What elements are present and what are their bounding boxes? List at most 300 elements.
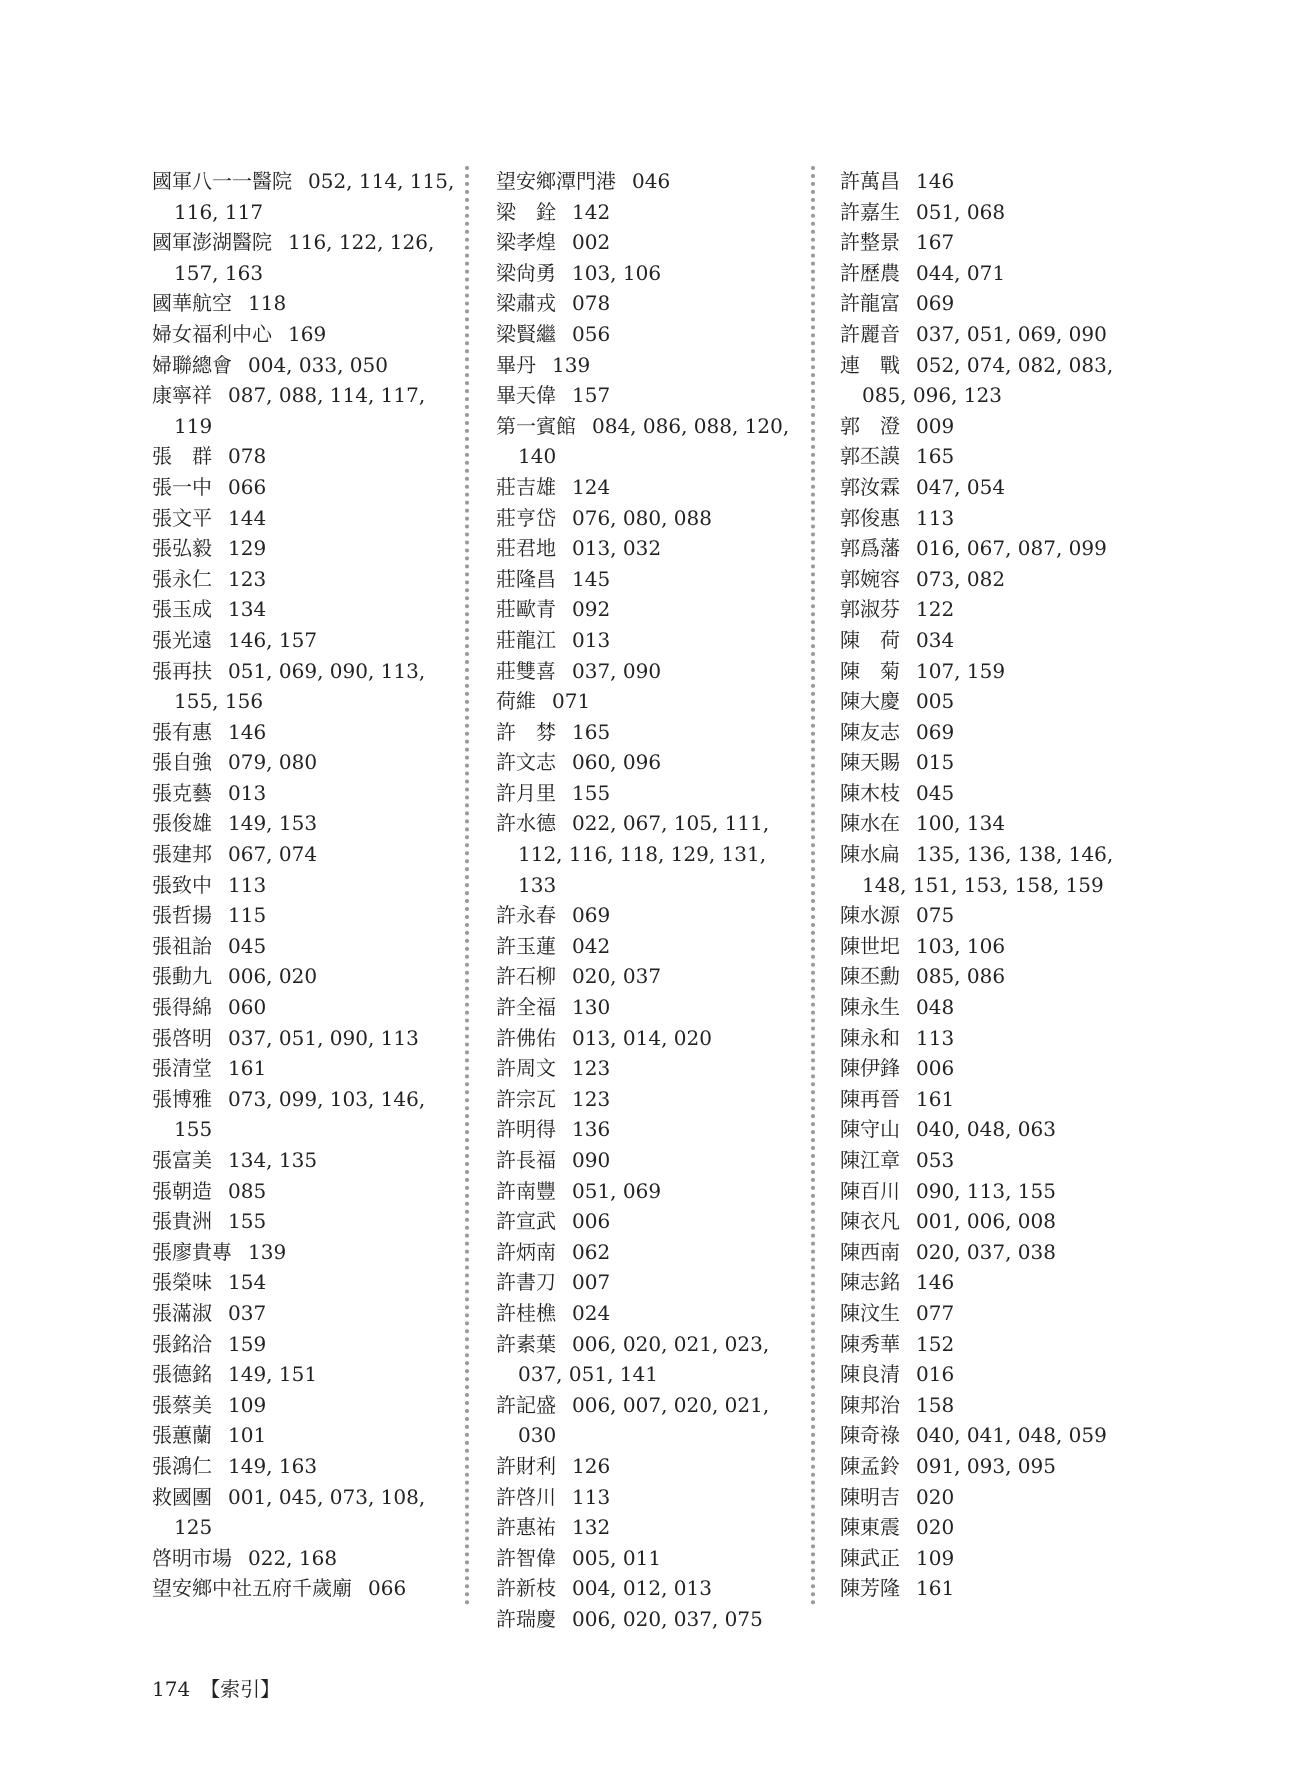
entry-term: 陳西南	[840, 1239, 900, 1264]
index-entry	[840, 258, 1150, 289]
entry-term: 莊雙喜	[496, 658, 556, 683]
entry-term: 許智偉	[496, 1545, 556, 1570]
index-entry	[840, 1420, 1150, 1451]
entry-term: 張文平	[152, 505, 212, 530]
entry-term: 啓明市場	[152, 1545, 232, 1570]
entry-pages: 113	[916, 505, 955, 530]
index-entry	[496, 656, 806, 687]
entry-term: 國軍澎湖醫院	[152, 230, 272, 255]
entry-term: 陳永生	[840, 995, 900, 1020]
entry-pages: 015	[916, 750, 955, 775]
index-entry	[152, 227, 462, 288]
index-entry	[496, 288, 806, 319]
entry-pages: 060, 096	[572, 750, 662, 775]
entry-term: 望安鄉中社五府千歲廟	[152, 1576, 352, 1601]
entry-pages: 051, 069, 090, 113, 155, 156	[174, 658, 426, 714]
page-footer	[152, 1673, 280, 1702]
entry-pages: 001, 006, 008	[916, 1209, 1056, 1234]
index-entry	[840, 747, 1150, 778]
entry-pages: 169	[288, 321, 327, 346]
entry-pages: 157	[572, 383, 611, 408]
entry-term: 許整景	[840, 230, 900, 255]
entry-term: 張光遠	[152, 627, 212, 652]
entry-pages: 129	[228, 536, 267, 561]
entry-pages: 149, 163	[228, 1453, 318, 1478]
entry-term: 梁孝煌	[496, 230, 556, 255]
entry-pages: 009	[916, 413, 955, 438]
entry-term: 婦女福利中心	[152, 321, 272, 346]
entry-pages: 109	[916, 1545, 955, 1570]
entry-term: 張自強	[152, 750, 212, 775]
entry-term: 莊亨岱	[496, 505, 556, 530]
index-entry	[840, 503, 1150, 534]
index-entry	[840, 717, 1150, 748]
index-entry	[840, 564, 1150, 595]
entry-pages: 045	[228, 933, 267, 958]
entry-term: 張榮味	[152, 1270, 212, 1295]
entry-pages: 006	[572, 1209, 611, 1234]
entry-term: 許石柳	[496, 964, 556, 989]
entry-pages: 076, 080, 088	[572, 505, 712, 530]
entry-term: 郭淑芬	[840, 597, 900, 622]
entry-term: 許宣武	[496, 1209, 556, 1234]
index-entry	[152, 594, 462, 625]
entry-pages: 154	[228, 1270, 267, 1295]
index-entry	[840, 1267, 1150, 1298]
entry-pages: 091, 093, 095	[916, 1453, 1056, 1478]
index-entry	[152, 166, 462, 227]
entry-pages: 115	[228, 903, 267, 928]
entry-term: 張蔡美	[152, 1392, 212, 1417]
entry-term: 許周文	[496, 1056, 556, 1081]
entry-term: 許記盛	[496, 1392, 556, 1417]
entry-pages: 087, 088, 114, 117, 119	[174, 383, 426, 438]
index-entry	[840, 1084, 1150, 1115]
entry-pages: 090	[572, 1148, 611, 1172]
entry-pages: 013	[572, 627, 611, 652]
index-entry	[840, 686, 1150, 717]
entry-pages: 013	[228, 780, 267, 805]
entry-term: 陳武正	[840, 1545, 900, 1570]
entry-term: 張哲揚	[152, 903, 212, 928]
entry-pages: 146, 157	[228, 627, 318, 652]
entry-pages: 022, 067, 105, 111, 112, 116, 118, 129, 131, 133	[518, 811, 770, 897]
entry-pages: 165	[916, 444, 955, 469]
entry-pages: 135, 136, 138, 146, 148, 151, 153, 158, 159	[862, 842, 1114, 897]
entry-term: 張德銘	[152, 1362, 212, 1387]
index-entry	[152, 1053, 462, 1084]
index-entry	[840, 472, 1150, 503]
entry-term: 陳秀華	[840, 1331, 900, 1356]
entry-pages: 047, 054	[916, 474, 1006, 499]
index-entry	[152, 503, 462, 534]
entry-term: 張蕙蘭	[152, 1423, 212, 1448]
entry-term: 荷維	[496, 689, 536, 714]
index-entry	[152, 1084, 462, 1145]
index-entry	[496, 350, 806, 381]
index-entry	[840, 1176, 1150, 1207]
entry-pages: 130	[572, 995, 611, 1020]
entry-term: 陳志銘	[840, 1270, 900, 1295]
index-entry	[496, 1604, 806, 1635]
entry-term: 康寧祥	[152, 383, 212, 408]
entry-pages: 123	[228, 566, 267, 591]
entry-term: 許炳南	[496, 1239, 556, 1264]
entry-term: 張永仁	[152, 566, 212, 591]
index-entry	[840, 839, 1150, 900]
entry-pages: 069	[916, 719, 955, 744]
entry-pages: 139	[248, 1239, 287, 1264]
index-entry	[152, 472, 462, 503]
entry-term: 陳守山	[840, 1117, 900, 1142]
index-entry	[152, 288, 462, 319]
index-entry	[496, 227, 806, 258]
index-entry	[496, 1237, 806, 1268]
index-entry	[840, 533, 1150, 564]
index-entry	[152, 1145, 462, 1176]
entry-term: 陳水在	[840, 811, 900, 836]
index-entry	[152, 1420, 462, 1451]
index-entry	[496, 1543, 806, 1574]
entry-term: 陳江章	[840, 1148, 900, 1172]
entry-pages: 051, 068	[916, 199, 1006, 224]
entry-term: 許麗音	[840, 321, 900, 346]
entry-term: 陳邦治	[840, 1392, 900, 1417]
entry-term: 張銘洽	[152, 1331, 212, 1356]
index-entry	[496, 258, 806, 289]
index-entry	[496, 503, 806, 534]
index-entry	[840, 411, 1150, 442]
index-column-2	[496, 166, 806, 1635]
index-entry	[152, 1023, 462, 1054]
entry-pages: 051, 069	[572, 1178, 662, 1203]
entry-term: 張祖詒	[152, 933, 212, 958]
entry-term: 張博雅	[152, 1086, 212, 1111]
entry-pages: 123	[572, 1056, 611, 1081]
index-entry	[152, 1451, 462, 1482]
entry-term: 許龍富	[840, 291, 900, 316]
entry-term: 莊歐青	[496, 597, 556, 622]
index-entry	[496, 931, 806, 962]
entry-term: 許啓川	[496, 1484, 556, 1509]
entry-term: 張得綿	[152, 995, 212, 1020]
index-entry	[496, 1114, 806, 1145]
entry-pages: 056	[572, 321, 611, 346]
entry-term: 郭爲藩	[840, 536, 900, 561]
index-entry	[840, 1298, 1150, 1329]
index-entry	[496, 1267, 806, 1298]
index-entry	[152, 1359, 462, 1390]
entry-term: 許新枝	[496, 1576, 556, 1601]
index-entry	[152, 1329, 462, 1360]
index-entry	[496, 472, 806, 503]
entry-pages: 005, 011	[572, 1545, 662, 1570]
entry-pages: 013, 014, 020	[572, 1025, 712, 1050]
index-entry	[496, 1145, 806, 1176]
index-entry	[840, 808, 1150, 839]
entry-term: 陳芳隆	[840, 1576, 900, 1601]
index-entry	[840, 1451, 1150, 1482]
index-column-3	[840, 166, 1150, 1604]
entry-pages: 066	[228, 474, 267, 499]
index-entry	[496, 778, 806, 809]
entry-term: 陳孟鈴	[840, 1453, 900, 1478]
entry-pages: 075	[916, 903, 955, 928]
entry-term: 許全福	[496, 995, 556, 1020]
entry-term: 張有惠	[152, 719, 212, 744]
index-entry	[152, 1176, 462, 1207]
entry-term: 畢丹	[496, 352, 536, 377]
index-entry	[152, 992, 462, 1023]
entry-term: 張動九	[152, 964, 212, 989]
entry-pages: 046	[632, 169, 671, 193]
entry-pages: 004, 012, 013	[572, 1576, 712, 1601]
entry-pages: 100, 134	[916, 811, 1006, 836]
entry-term: 梁肅戎	[496, 291, 556, 316]
entry-pages: 066	[368, 1576, 407, 1601]
entry-term: 許月里	[496, 780, 556, 805]
entry-pages: 149, 153	[228, 811, 318, 836]
entry-term: 許長福	[496, 1148, 556, 1172]
entry-pages: 122	[916, 597, 955, 622]
index-entry	[840, 625, 1150, 656]
entry-term: 陳再晉	[840, 1086, 900, 1111]
entry-term: 陳友志	[840, 719, 900, 744]
index-entry	[496, 411, 806, 472]
index-entry	[840, 992, 1150, 1023]
entry-term: 張啓明	[152, 1025, 212, 1050]
index-entry	[840, 1329, 1150, 1360]
entry-pages: 020	[916, 1484, 955, 1509]
index-entry	[840, 1512, 1150, 1543]
entry-term: 連 戰	[840, 352, 900, 377]
entry-pages: 007	[572, 1270, 611, 1295]
index-entry	[152, 564, 462, 595]
entry-term: 許素葉	[496, 1331, 556, 1356]
entry-pages: 079, 080	[228, 750, 318, 775]
entry-term: 陳伊鋒	[840, 1056, 900, 1081]
index-entry	[152, 747, 462, 778]
entry-pages: 062	[572, 1239, 611, 1264]
entry-term: 張富美	[152, 1148, 212, 1172]
index-entry	[496, 625, 806, 656]
entry-pages: 161	[916, 1086, 955, 1111]
entry-pages: 020	[916, 1515, 955, 1540]
index-entry	[152, 931, 462, 962]
index-entry	[152, 1267, 462, 1298]
entry-pages: 006, 020, 021, 023, 037, 051, 141	[518, 1331, 770, 1387]
index-entry	[840, 961, 1150, 992]
index-entry	[496, 1053, 806, 1084]
entry-pages: 006, 007, 020, 021, 030	[518, 1392, 770, 1448]
entry-pages: 052, 074, 082, 083, 085, 096, 123	[862, 352, 1114, 408]
index-entry	[496, 1084, 806, 1115]
entry-term: 張致中	[152, 872, 212, 897]
entry-pages: 116, 122, 126, 157, 163	[174, 230, 435, 285]
entry-pages: 006, 020	[228, 964, 318, 989]
entry-pages: 101	[228, 1423, 267, 1448]
entry-pages: 118	[248, 291, 287, 316]
column-divider	[811, 166, 815, 1606]
entry-pages: 071	[552, 689, 591, 714]
index-entry	[840, 1145, 1150, 1176]
index-entry	[840, 197, 1150, 228]
entry-term: 許惠祐	[496, 1515, 556, 1540]
index-entry	[840, 1237, 1150, 1268]
index-entry	[496, 808, 806, 900]
index-entry	[152, 717, 462, 748]
index-entry	[496, 319, 806, 350]
index-entry	[496, 1298, 806, 1329]
entry-pages: 022, 168	[248, 1545, 338, 1570]
entry-pages: 052, 114, 115, 116, 117	[174, 169, 455, 224]
entry-term: 張弘毅	[152, 536, 212, 561]
entry-term: 陳世圯	[840, 933, 900, 958]
index-entry	[152, 870, 462, 901]
entry-pages: 006, 020, 037, 075	[572, 1606, 763, 1631]
entry-pages: 134, 135	[228, 1148, 318, 1172]
entry-term: 陳木枝	[840, 780, 900, 805]
entry-term: 許萬昌	[840, 169, 900, 193]
index-entry	[152, 533, 462, 564]
entry-pages: 013, 032	[572, 536, 662, 561]
entry-pages: 001, 045, 073, 108, 125	[174, 1484, 426, 1540]
entry-pages: 037, 051, 090, 113	[228, 1025, 419, 1050]
entry-pages: 149, 151	[228, 1362, 318, 1387]
index-entry	[840, 227, 1150, 258]
entry-term: 陳衣凡	[840, 1209, 900, 1234]
entry-pages: 040, 041, 048, 059	[916, 1423, 1107, 1448]
entry-term: 梁尙勇	[496, 260, 556, 285]
entry-pages: 078	[572, 291, 611, 316]
entry-term: 郭婉容	[840, 566, 900, 591]
column-divider	[465, 166, 469, 1606]
index-entry	[496, 1482, 806, 1513]
entry-pages: 037, 051, 069, 090	[916, 321, 1107, 346]
index-entry	[840, 1482, 1150, 1513]
entry-pages: 073, 099, 103, 146, 155	[174, 1086, 426, 1142]
entry-term: 許永春	[496, 903, 556, 928]
entry-term: 張再扶	[152, 658, 212, 683]
entry-term: 陳明吉	[840, 1484, 900, 1509]
entry-term: 許宗瓦	[496, 1086, 556, 1111]
index-entry	[496, 594, 806, 625]
entry-pages: 002	[572, 230, 611, 255]
entry-pages: 069	[572, 903, 611, 928]
entry-term: 郭俊惠	[840, 505, 900, 530]
index-entry	[496, 1176, 806, 1207]
entry-pages: 103, 106	[916, 933, 1006, 958]
index-entry	[840, 288, 1150, 319]
entry-pages: 132	[572, 1515, 611, 1540]
index-entry	[152, 350, 462, 381]
entry-pages: 073, 082	[916, 566, 1006, 591]
index-entry	[496, 380, 806, 411]
entry-term: 張克藝	[152, 780, 212, 805]
index-entry	[152, 1543, 462, 1574]
index-entry	[152, 778, 462, 809]
index-entry	[152, 1298, 462, 1329]
index-entry	[152, 808, 462, 839]
entry-pages: 113	[228, 872, 267, 897]
index-entry	[840, 1390, 1150, 1421]
entry-term: 許財利	[496, 1453, 556, 1478]
index-entry	[496, 1206, 806, 1237]
entry-pages: 165	[572, 719, 611, 744]
entry-term: 張清堂	[152, 1056, 212, 1081]
index-entry	[152, 961, 462, 992]
entry-term: 國軍八一一醫院	[152, 169, 292, 193]
entry-term: 國華航空	[152, 291, 232, 316]
entry-pages: 020, 037	[572, 964, 662, 989]
entry-term: 陳水源	[840, 903, 900, 928]
entry-pages: 136	[572, 1117, 611, 1142]
entry-term: 許水德	[496, 811, 556, 836]
entry-term: 許桂樵	[496, 1300, 556, 1325]
entry-term: 張建邦	[152, 842, 212, 867]
index-entry	[152, 441, 462, 472]
entry-term: 張滿淑	[152, 1300, 212, 1325]
entry-pages: 037, 090	[572, 658, 662, 683]
entry-pages: 113	[916, 1025, 955, 1050]
entry-term: 陳汶生	[840, 1300, 900, 1325]
index-entry	[496, 961, 806, 992]
entry-term: 陳大慶	[840, 689, 900, 714]
entry-pages: 048	[916, 995, 955, 1020]
entry-pages: 085	[228, 1178, 267, 1203]
index-entry	[840, 778, 1150, 809]
entry-pages: 006	[916, 1056, 955, 1081]
entry-term: 陳東震	[840, 1515, 900, 1540]
index-entry	[840, 1543, 1150, 1574]
index-entry	[496, 197, 806, 228]
index-entry	[152, 1206, 462, 1237]
entry-pages: 123	[572, 1086, 611, 1111]
entry-pages: 146	[916, 1270, 955, 1295]
entry-term: 望安鄉潭門港	[496, 169, 616, 193]
entry-term: 許 棼	[496, 719, 556, 744]
entry-pages: 005	[916, 689, 955, 714]
index-entry	[152, 839, 462, 870]
index-entry	[840, 1573, 1150, 1604]
index-entry	[496, 1512, 806, 1543]
entry-term: 莊吉雄	[496, 474, 556, 499]
entry-pages: 167	[916, 230, 955, 255]
index-entry	[496, 686, 806, 717]
entry-pages: 103, 106	[572, 260, 662, 285]
entry-pages: 126	[572, 1453, 611, 1478]
index-entry	[496, 992, 806, 1023]
index-entry	[840, 441, 1150, 472]
entry-pages: 155	[572, 780, 611, 805]
entry-term: 梁 銓	[496, 199, 556, 224]
entry-pages: 139	[552, 352, 591, 377]
index-entry	[496, 1451, 806, 1482]
section-label: 【索引】	[200, 1677, 281, 1701]
entry-pages: 004, 033, 050	[248, 352, 388, 377]
entry-pages: 158	[916, 1392, 955, 1417]
entry-term: 莊隆昌	[496, 566, 556, 591]
entry-term: 張貴洲	[152, 1209, 212, 1234]
entry-term: 陳天賜	[840, 750, 900, 775]
index-entry	[840, 931, 1150, 962]
entry-pages: 107, 159	[916, 658, 1006, 683]
index-entry	[152, 380, 462, 441]
entry-term: 許嘉生	[840, 199, 900, 224]
index-entry	[496, 717, 806, 748]
index-entry	[496, 1573, 806, 1604]
entry-term: 陳 荷	[840, 627, 900, 652]
